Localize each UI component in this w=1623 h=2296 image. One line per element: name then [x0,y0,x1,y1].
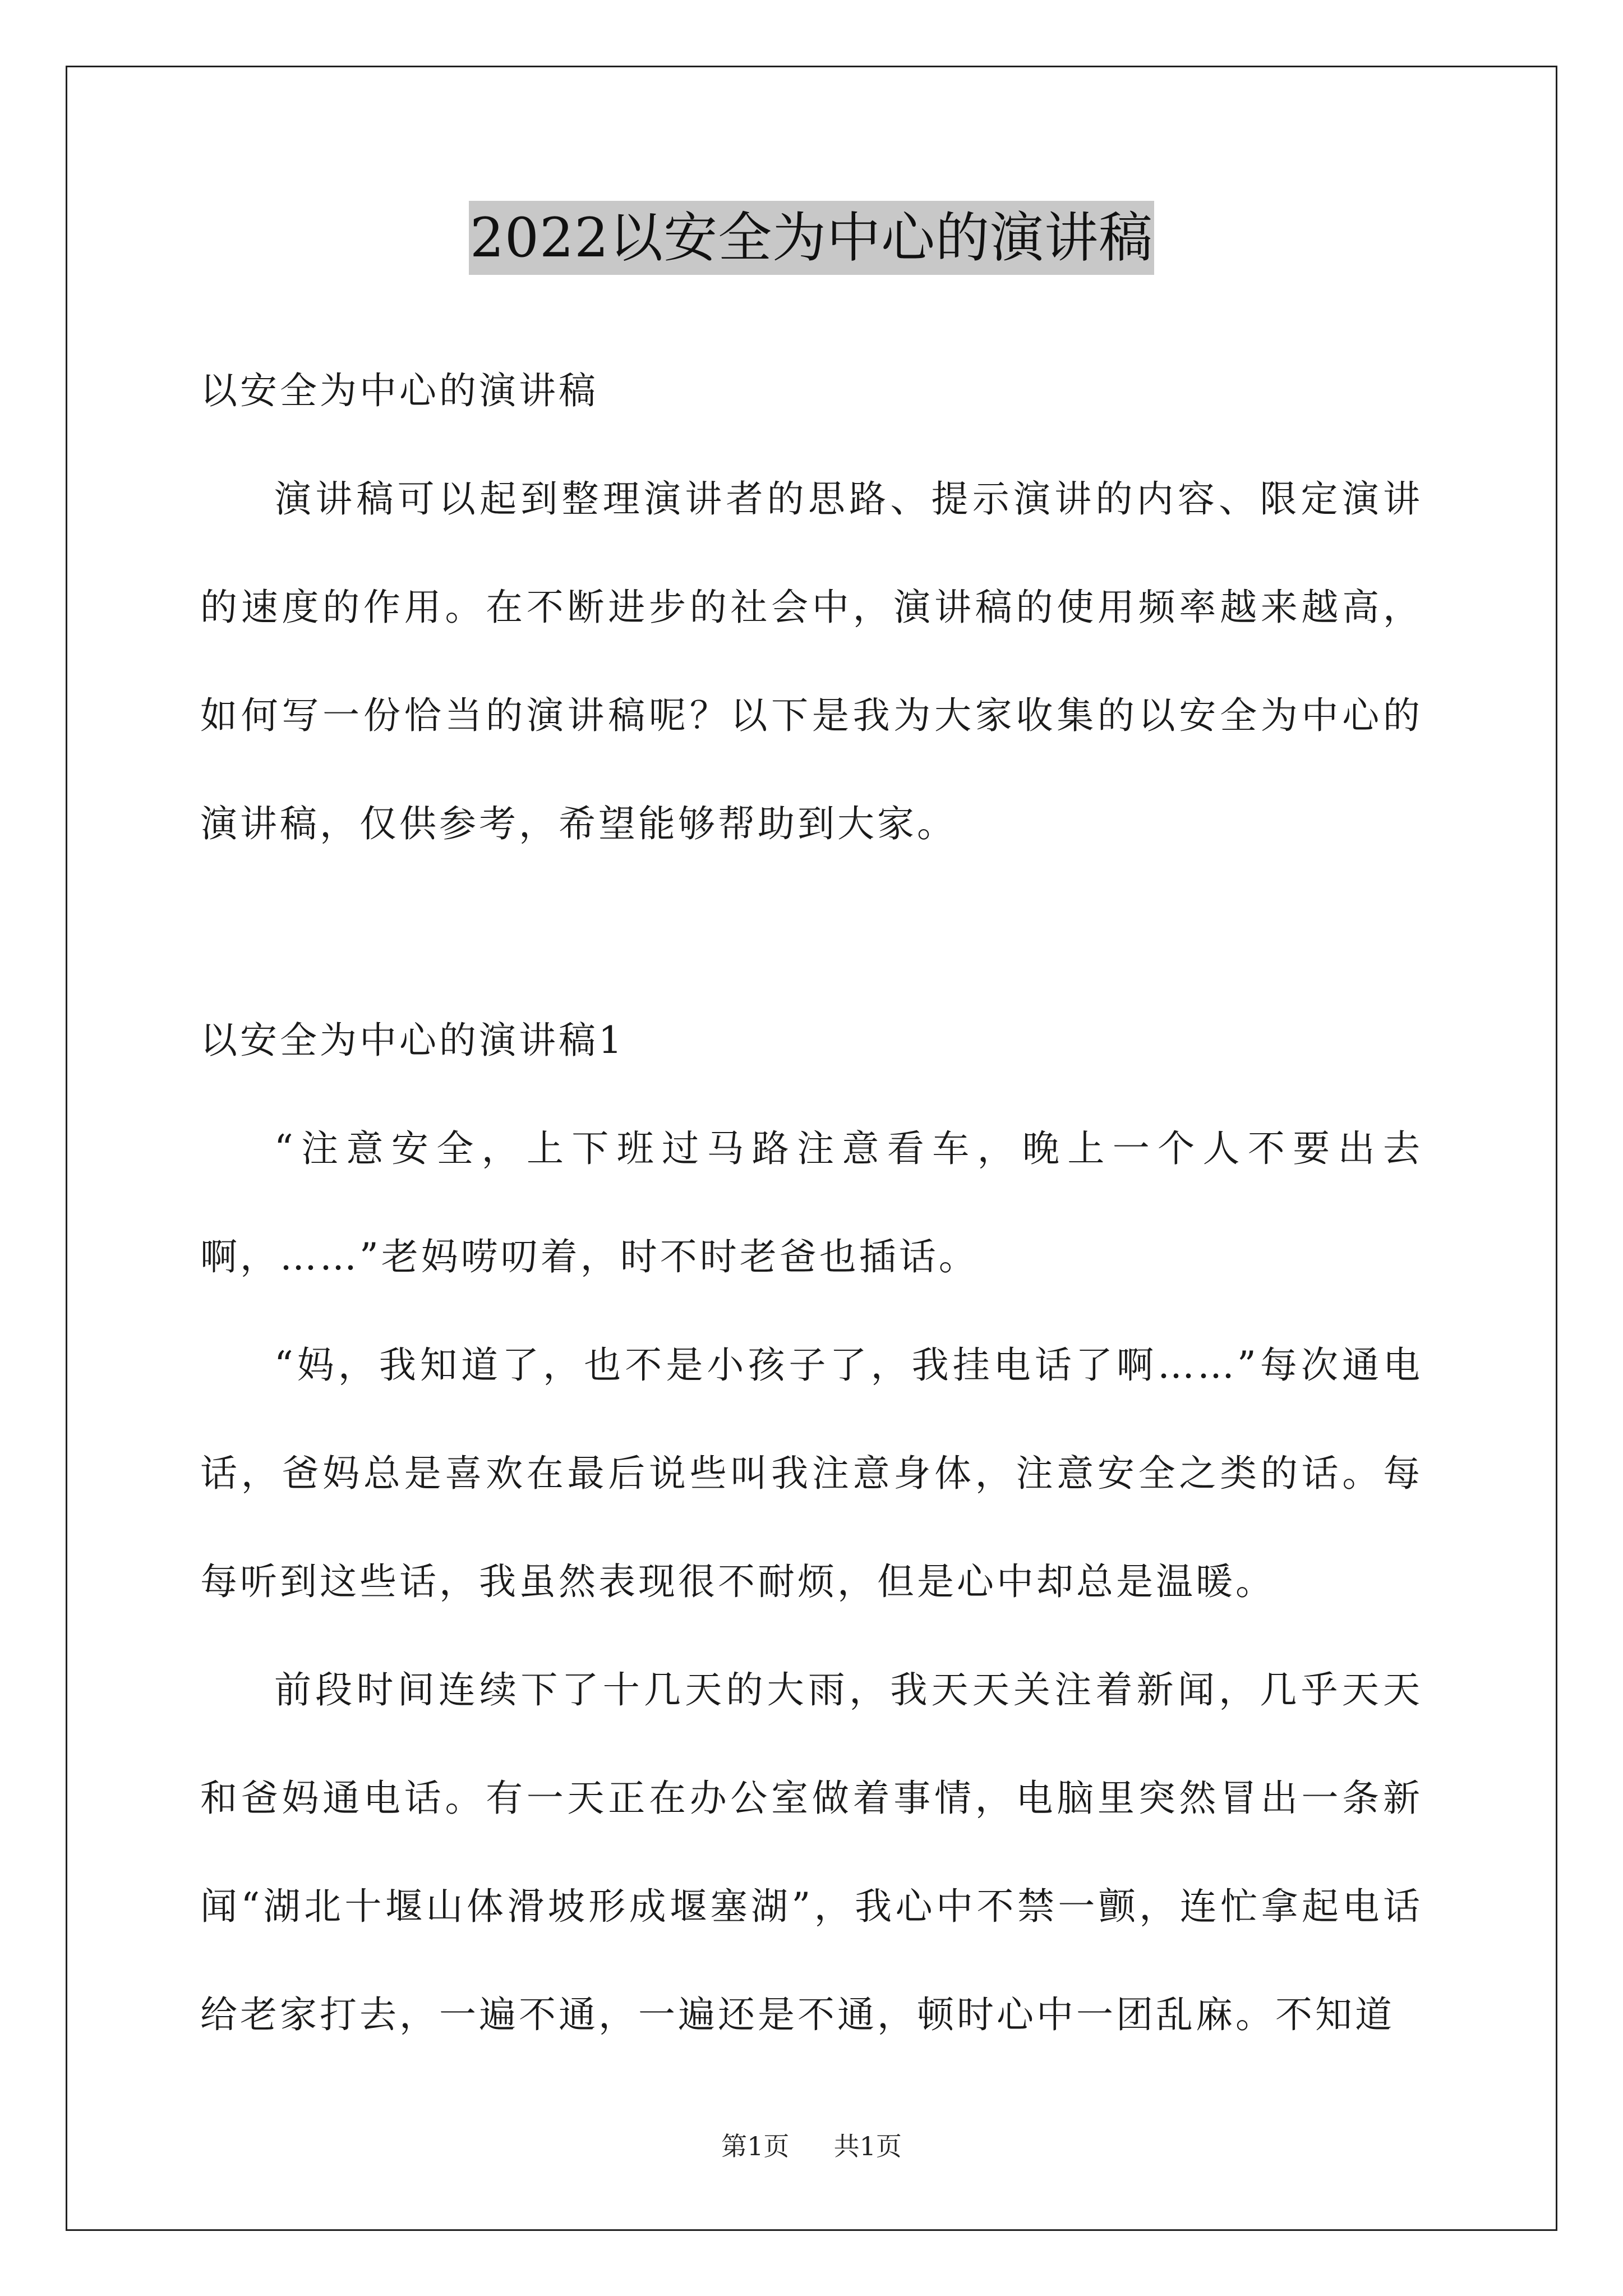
section1-heading: 以安全为中心的演讲稿1 [200,1019,625,1062]
page-number: 第1页 [721,2131,790,2161]
page-footer [0,2126,1623,2163]
document-title: 2022以安全为中心的演讲稿 [469,201,1154,275]
intro-paragraph: 演讲稿可以起到整理演讲者的思路、提示演讲的内容、限定演讲的速度的作用。在不断进步的社会中，演讲稿的使用频率越来越高，如何写一份恰当的演讲稿呢？以下是我为大家收集的以安全为中心的演讲稿，仅供参考，希望能够帮助到大家。 [200,477,1423,845]
section1-paragraph-2: “妈，我知道了，也不是小孩子了，我挂电话了啊……”每次通电话，爸妈总是喜欢在最后说些叫我注意身体，注意安全之类的话。每每听到这些话，我虽然表现很不耐烦，但是心中却总是温暖。 [200,1343,1423,1603]
section-spacer [200,878,1423,986]
page-total: 共1页 [833,2131,902,2161]
title-container [0,201,1623,275]
section1-paragraph-3: 前段时间连续下了十几天的大雨，我天天关注着新闻，几乎天天和爸妈通电话。有一天正在办公室做着事情，电脑里突然冒出一条新闻“湖北十堰山体滑坡形成堰塞湖”，我心中不禁一颤，连忙拿起电话给老家打去，一遍不通，一遍还是不通，顿时心中一团乱麻。不知道 [200,1668,1423,2036]
section1-paragraph-1: “注意安全，上下班过马路注意看车，晚上一个人不要出去啊，……”老妈唠叨着，时不时老爸也插话。 [200,1127,1423,1278]
intro-heading: 以安全为中心的演讲稿 [200,369,598,412]
document-body [200,337,1423,2069]
